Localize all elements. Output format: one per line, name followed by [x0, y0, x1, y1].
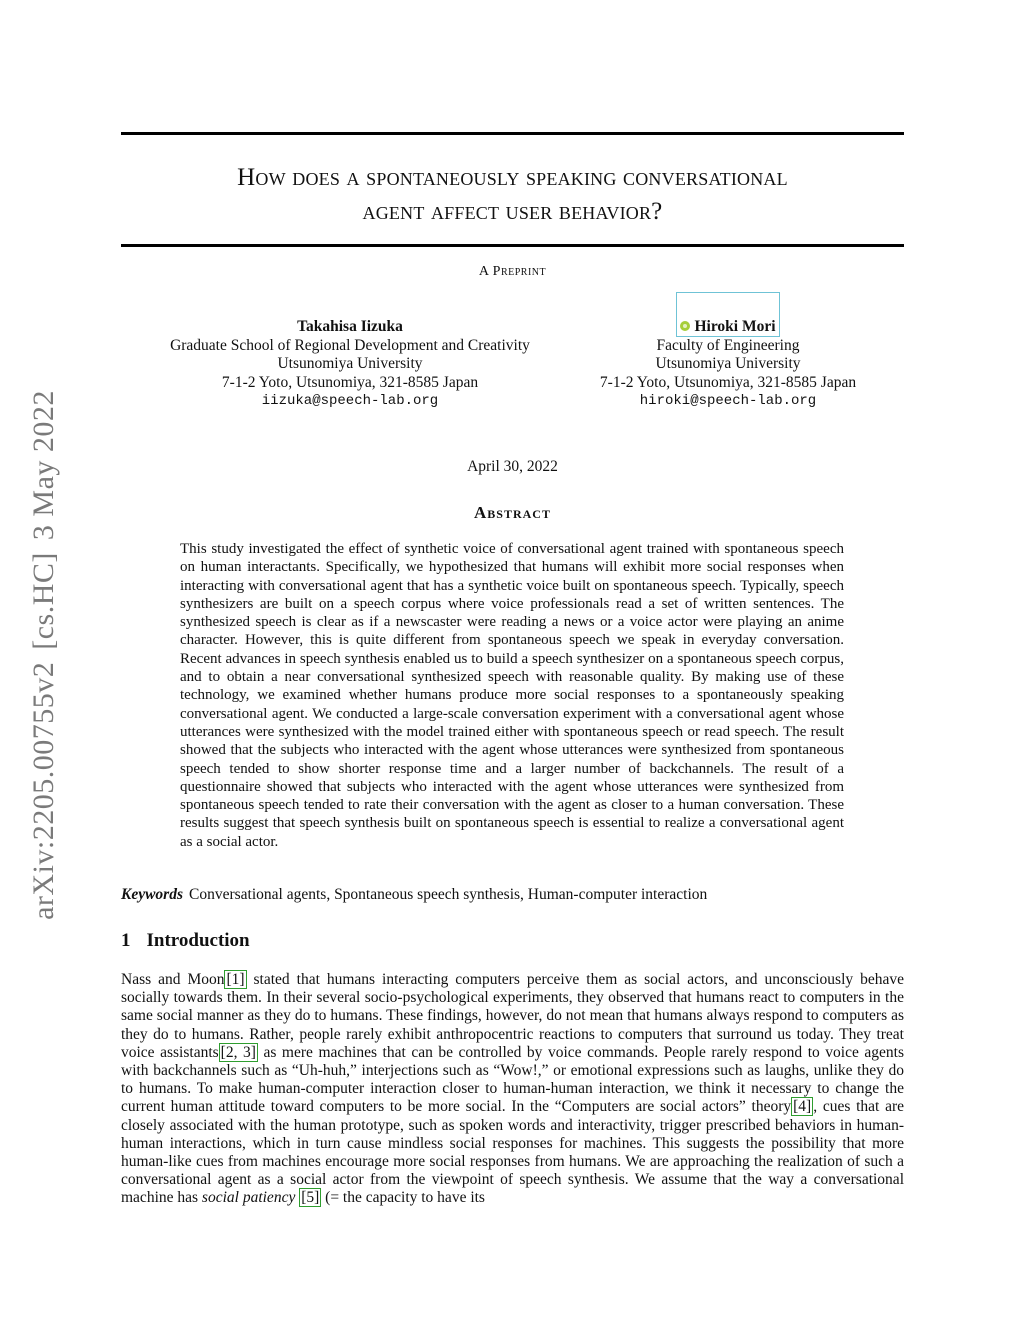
author-university: Utsunomiya University: [277, 355, 423, 373]
keywords-text: Conversational agents, Spontaneous speech synthesis, Human-computer interaction: [189, 886, 708, 903]
intro-text: as mere machines that can be controlled by voice commands. People rarely respond to voice agents with backchannels such as “Uh-huh,” interjections such as “Wow!,” or emotional expressions such as laughs, unlike they do to humans. To make human-computer interaction closer to human-human interaction, we think it necessary to change the current human attitude toward computers to be more social. In the “Computers are social actors” theory: [121, 1043, 905, 1116]
section-number: 1: [121, 930, 131, 951]
author-address: 7-1-2 Yoto, Utsunomiya, 321-8585 Japan: [599, 373, 857, 391]
citation-link[interactable]: [4]: [793, 1098, 812, 1116]
keywords-label: Keywords: [121, 886, 183, 903]
preprint-label: A Preprint: [478, 264, 547, 279]
intro-text: Nass and Moon: [121, 971, 225, 988]
arxiv-stamp: [27, 384, 61, 926]
keywords: [121, 886, 904, 904]
paper-date: April 30, 2022: [467, 458, 558, 475]
arxiv-category: [cs.HC]: [27, 552, 60, 650]
citation-link[interactable]: [2, 3]: [220, 1043, 256, 1061]
section-heading: [121, 930, 250, 952]
author-email[interactable]: hiroki@speech-lab.org: [639, 393, 817, 410]
section-title: Introduction: [146, 930, 250, 951]
intro-paragraph: [121, 971, 904, 1208]
author-university: Utsunomiya University: [655, 355, 801, 373]
title-bottom-rule: [121, 244, 904, 247]
author-block-2: [498, 318, 958, 411]
title-top-rule: [121, 132, 904, 135]
arxiv-date: 3 May 2022: [27, 390, 60, 541]
citation-link[interactable]: [1]: [226, 971, 245, 988]
intro-text: (= the capacity to have its: [321, 1189, 485, 1207]
arxiv-id: arXiv:2205.00755v2: [27, 661, 60, 920]
paper-title-line-1: How does a spontaneously speaking conversational: [237, 164, 788, 191]
author-address: 7-1-2 Yoto, Utsunomiya, 321-8585 Japan: [221, 373, 479, 391]
author-affiliation: Graduate School of Regional Development and Creativity: [170, 336, 530, 354]
intro-text: , cues that are closely associated with the human prototype, such as spoken words and interactivity, trigger prescribed behaviors in human-human interactions, which in turn cause mindless social responses for machines. This suggests the possibility that more human-like cues from machines encourage more social responses from humans. We are approaching the realization of such a conversational agent as a social actor from the viewpoint of speech synthesis. We assume that the way a conversational machine has: [121, 1098, 904, 1207]
orcid-icon[interactable]: [680, 321, 690, 331]
author-name: Hiroki Mori: [694, 318, 776, 335]
citation-link[interactable]: [5]: [301, 1189, 320, 1207]
intro-emphasis: social patiency: [201, 1189, 296, 1207]
abstract-text: This study investigated the effect of synthetic voice of conversational agent trained with spontaneous speech on human interactants. Specifically, we hypothesized that humans will exhibit more social responses when interacting with conversational agent that has a synthetic voice built on spontaneous speech. Typically, speech synthesizers are built on a speech corpus where voice professionals read a set of written sentences. The synthesized speech is clear as if a newscaster were reading a news or a voice actor were playing an anime character. However, this is quite different from spontaneous speech we speak in everyday conversation. Recent advances in speech synthesis enabled us to build a speech synthesizer on a spontaneous speech corpus, and to obtain a near conversational synthesized speech with reasonable quality. By making use of these technology, we examined whether humans produce more social responses to a spontaneously speaking conversational agent. We conducted a large-scale conversation experiment with a conversational agent whose utterances were synthesized with the model trained either with spontaneous speech or read speech. The result showed that the subjects who interacted with the agent whose utterances were synthesized from spontaneous speech tended to show shorter response time and a larger number of backchannels. The result of a questionnaire showed that subjects who interacted with the agent whose utterances were synthesized from spontaneous speech tended to rate their conversation with the agent as closer to a human conversation. These results suggest that speech synthesis built on spontaneous speech is essential to realize a conversational agent as a social actor.: [180, 541, 844, 850]
author-name: Takahisa Iizuka: [297, 318, 403, 335]
author-email[interactable]: iizuka@speech-lab.org: [261, 393, 439, 410]
intro-text: stated that humans interacting computers perceive them as social actors, and unconsciously behave socially towards them. In their several socio-psychological experiments, they observed that humans react to computers in the same social manner as they do to humans. These findings, however, do not mean that humans always respond to computers as they do to humans. Rather, people rarely exhibit anthropocentric reactions to computers that surround us today. They treat voice assistants: [121, 971, 904, 1061]
abstract-heading: Abstract: [474, 503, 551, 522]
author-affiliation: Faculty of Engineering: [656, 336, 800, 354]
paper-title-line-2: agent affect user behavior?: [362, 198, 663, 225]
